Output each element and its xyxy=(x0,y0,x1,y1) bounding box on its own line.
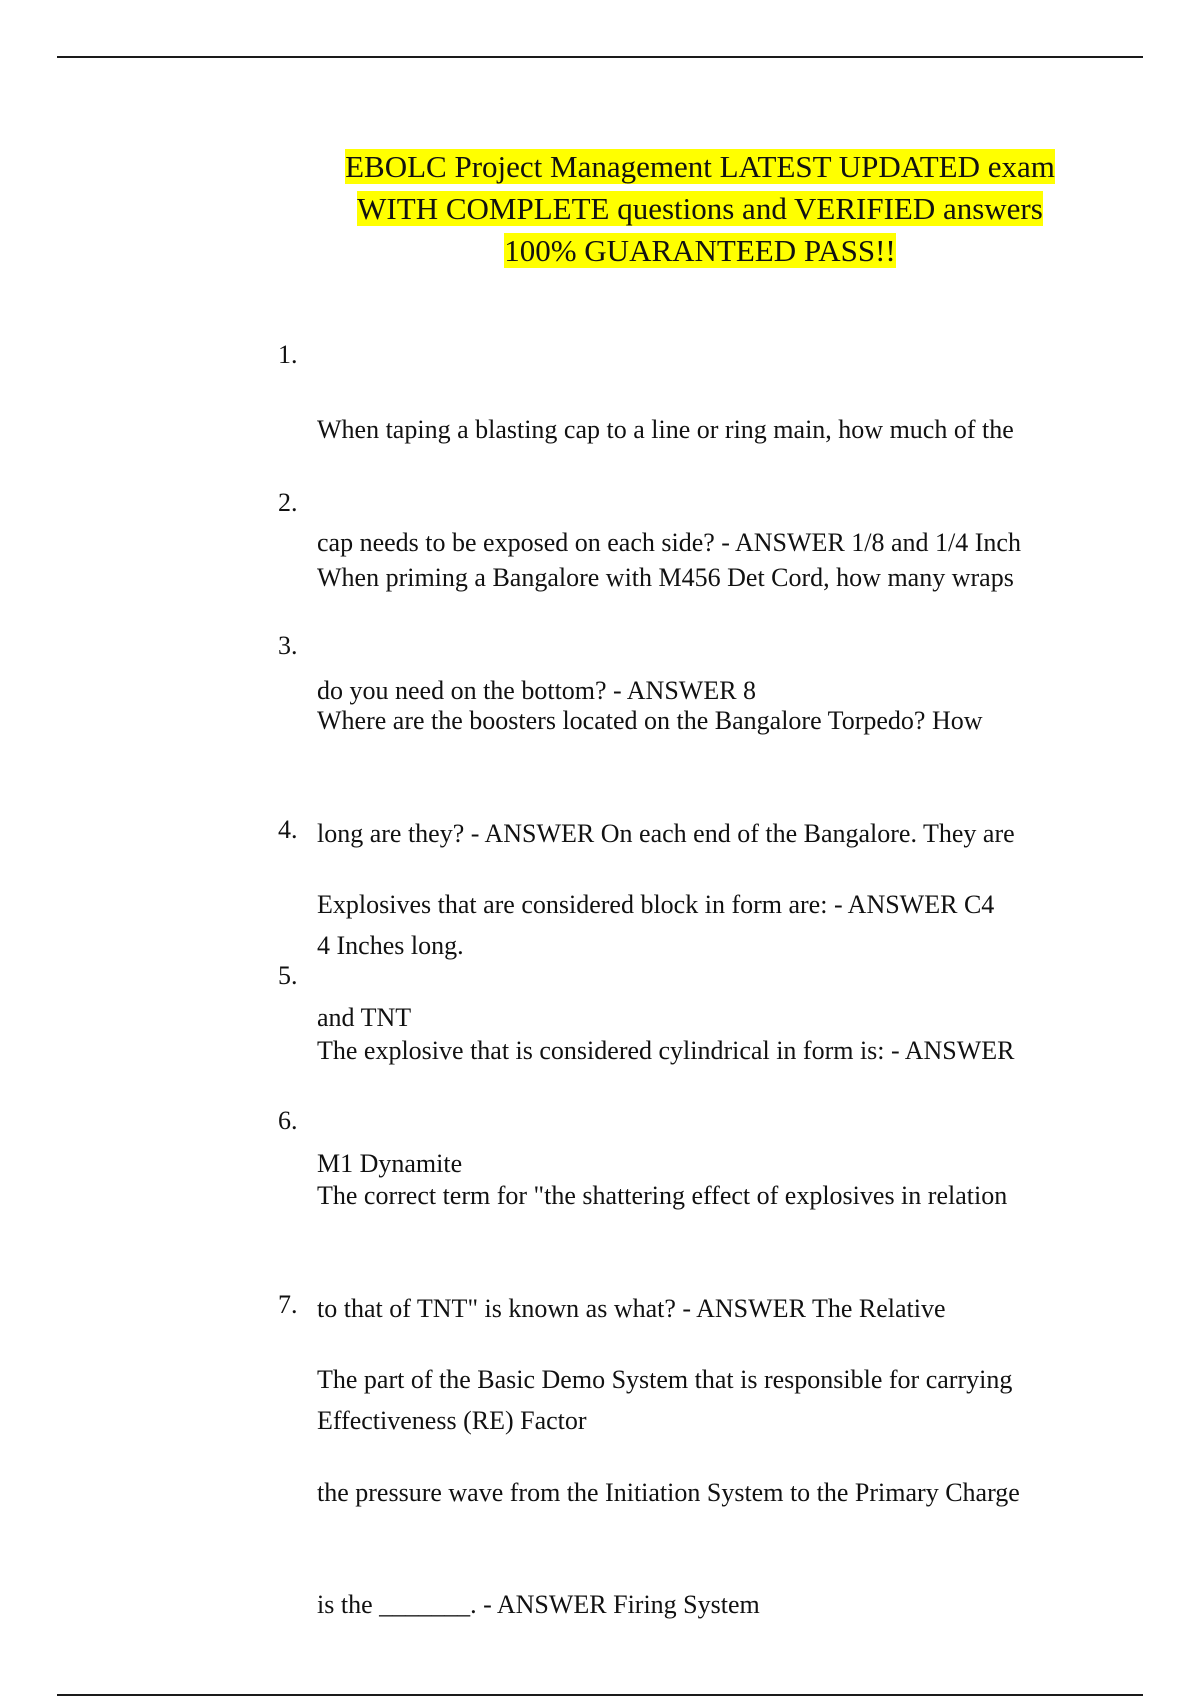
question-line: Effectiveness (RE) Factor xyxy=(317,1406,587,1435)
question-number: 6. xyxy=(278,1106,298,1135)
top-rule xyxy=(57,56,1143,58)
title-line-3-text: 100% GUARANTEED PASS!! xyxy=(504,233,896,268)
question-line: The explosive that is considered cylindrical in form is: - ANSWER xyxy=(317,1036,1015,1065)
question-line: M1 Dynamite xyxy=(317,1148,463,1178)
question-number: 3. xyxy=(278,631,298,660)
question-number: 4. xyxy=(278,815,298,844)
question-line: cap needs to be exposed on each side? - ANSWER 1/8 and 1/4 Inch xyxy=(317,527,1021,557)
question-number: 2. xyxy=(278,488,298,517)
question-line: do you need on the bottom? - ANSWER 8 xyxy=(317,675,757,705)
question-line: the pressure wave from the Initiation System to the Primary Charge xyxy=(317,1477,1020,1507)
question-number: 1. xyxy=(278,340,298,369)
question-line: Where are the boosters located on the Bangalore Torpedo? How xyxy=(317,706,983,735)
question-line: is the _______. - ANSWER Firing System xyxy=(317,1590,760,1619)
question-line: When taping a blasting cap to a line or ring main, how much of the xyxy=(317,415,1014,444)
question-item-7 xyxy=(278,1286,1098,1699)
question-line: The part of the Basic Demo System that is responsible for carrying xyxy=(317,1365,1013,1394)
title-line-1-text: EBOLC Project Management LATEST UPDATED exam xyxy=(345,149,1055,184)
question-line: 4 Inches long. xyxy=(317,931,464,960)
question-number: 7. xyxy=(278,1290,298,1319)
document-title xyxy=(270,146,1130,272)
question-line: and TNT xyxy=(317,1002,412,1032)
question-line: The correct term for "the shattering effect of explosives in relation xyxy=(317,1181,1008,1210)
title-line-1 xyxy=(270,146,1130,188)
bottom-rule xyxy=(57,1694,1143,1696)
question-line: to that of TNT" is known as what? - ANSWER The Relative xyxy=(317,1293,946,1323)
question-number: 5. xyxy=(278,961,298,990)
title-line-2 xyxy=(270,188,1130,230)
question-line: long are they? - ANSWER On each end of the Bangalore. They are xyxy=(317,818,1015,848)
question-text xyxy=(317,1286,1098,1699)
title-line-2-text: WITH COMPLETE questions and VERIFIED answers xyxy=(357,191,1043,226)
question-line: Explosives that are considered block in form are: - ANSWER C4 xyxy=(317,890,995,919)
question-line: When priming a Bangalore with M456 Det Cord, how many wraps xyxy=(317,563,1014,592)
title-line-3 xyxy=(270,230,1130,272)
